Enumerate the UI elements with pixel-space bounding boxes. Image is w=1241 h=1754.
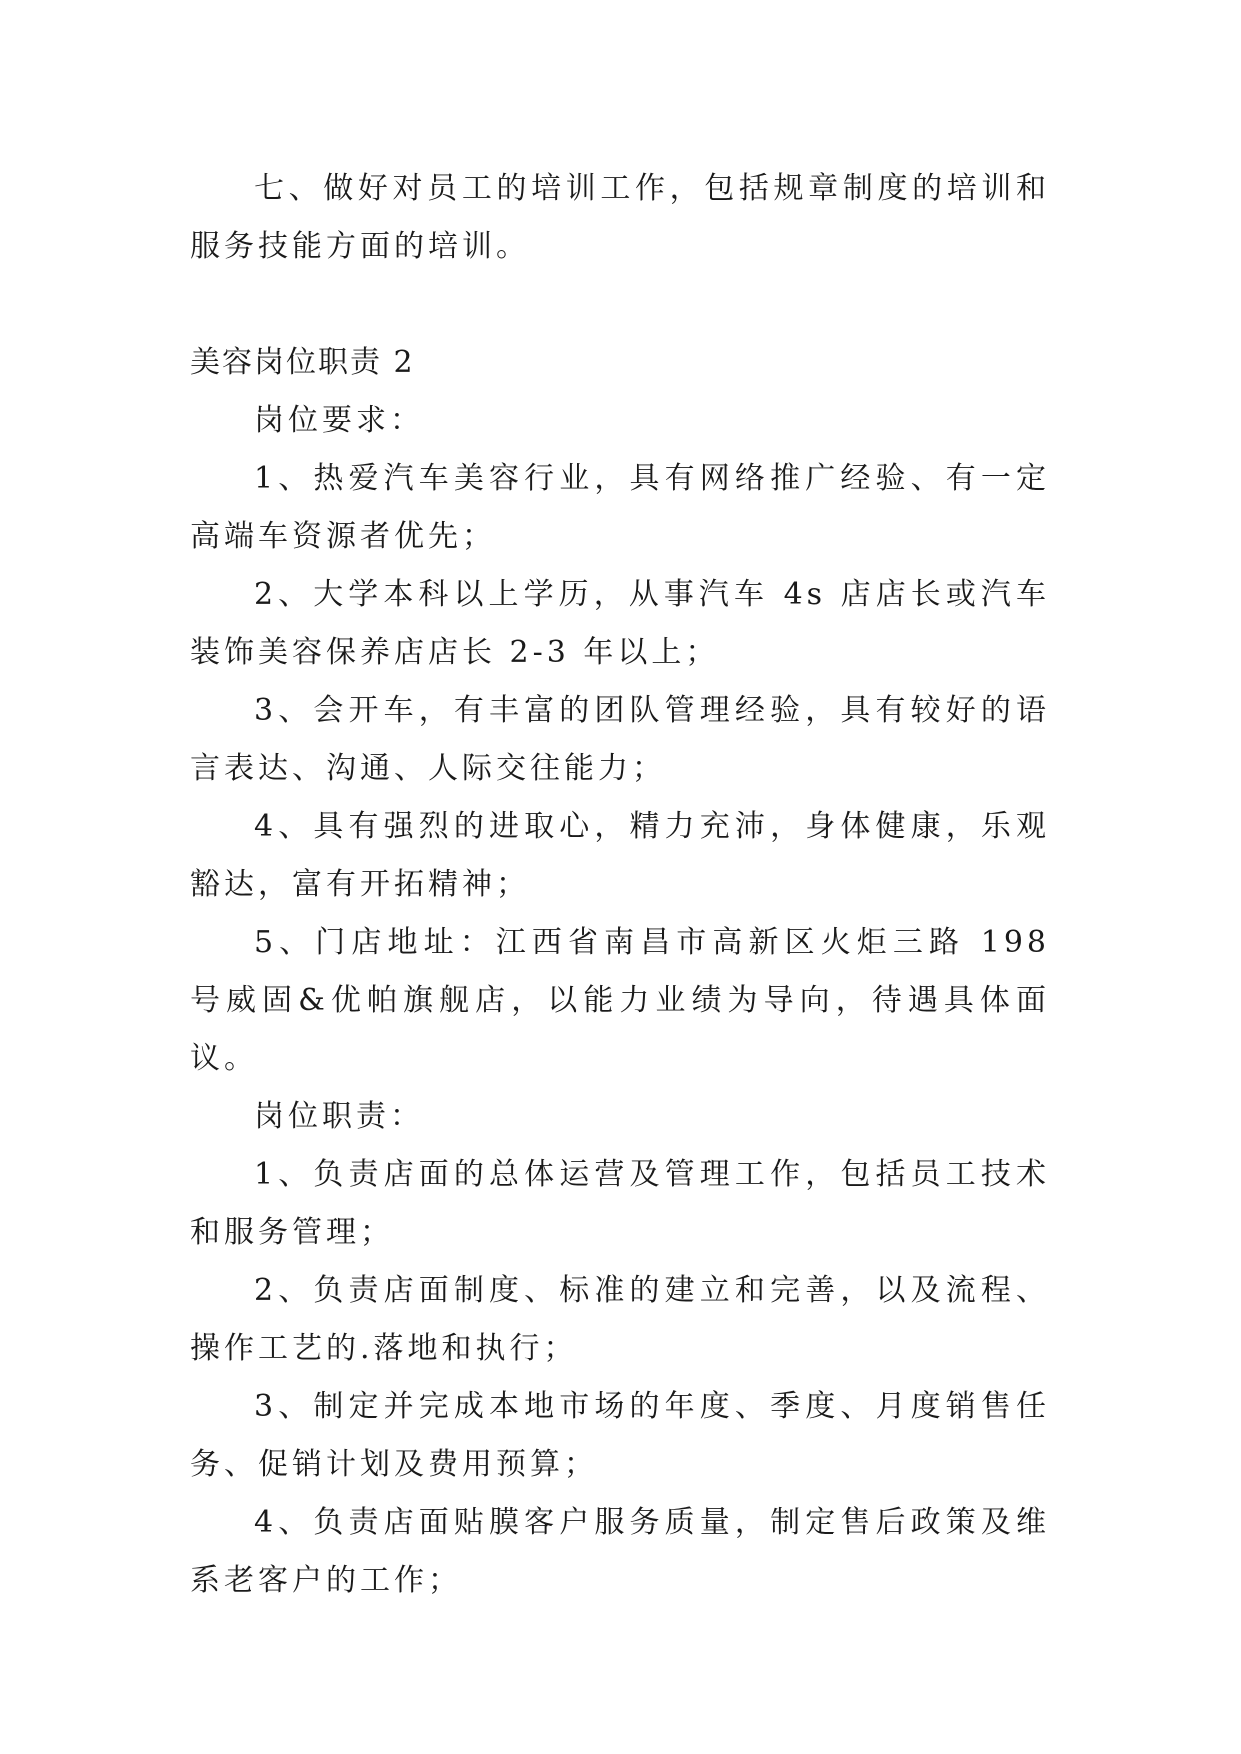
requirement-item-5: 5、门店地址：江西省南昌市高新区火炬三路 198 号威固&优帕旗舰店，以能力业绩为导向，待遇具体面议。: [190, 925, 1050, 1076]
requirement-item-1: 1、热爱汽车美容行业，具有网络推广经验、有一定高端车资源者优先；: [190, 461, 1050, 554]
paragraph-training: 七、做好对员工的培训工作，包括规章制度的培训和服务技能方面的培训。: [190, 171, 1050, 264]
document-body: [190, 160, 1050, 1610]
section-gap: [190, 276, 1050, 334]
duty-item-1: 1、负责店面的总体运营及管理工作，包括员工技术和服务管理；: [190, 1157, 1050, 1250]
duty-item-3: 3、制定并完成本地市场的年度、季度、月度销售任务、促销计划及费用预算；: [190, 1389, 1050, 1482]
requirement-item-2: 2、大学本科以上学历，从事汽车 4s 店店长或汽车装饰美容保养店店长 2-3 年以上；: [190, 577, 1050, 670]
section-title: 美容岗位职责 2: [190, 345, 415, 380]
requirement-item-4: 4、具有强烈的进取心，精力充沛，身体健康，乐观豁达，富有开拓精神；: [190, 809, 1050, 902]
duties-heading: 岗位职责：: [254, 1099, 424, 1134]
requirements-heading: 岗位要求：: [254, 403, 424, 438]
duty-item-4: 4、负责店面贴膜客户服务质量，制定售后政策及维系老客户的工作；: [190, 1505, 1050, 1598]
requirement-item-3: 3、会开车，有丰富的团队管理经验，具有较好的语言表达、沟通、人际交往能力；: [190, 693, 1050, 786]
duty-item-2: 2、负责店面制度、标准的建立和完善，以及流程、操作工艺的.落地和执行；: [190, 1273, 1050, 1366]
